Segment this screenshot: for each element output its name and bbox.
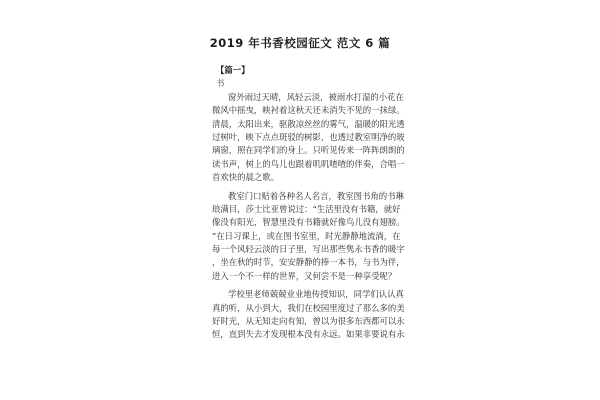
paragraph-line: 琅满目，莎士比亚曾说过：“生活里没有书籍，就好 [212,203,401,214]
paragraph [212,91,405,185]
paragraph-line: 进入一个不一样的世界，又何尝不是一种享受呢？ [212,270,397,281]
paragraph-line: 窗外雨过天晴，风轻云淡，被雨水打湿的小花在 [228,91,404,102]
section-subtitle: 书 [216,78,225,89]
paragraph-line: 璃窗，照在同学们的身上。只听见传来一阵阵朗朗的 [212,145,405,156]
paragraph [212,190,405,284]
paragraph-line: ，坐在秋的时节，安安静静的捧一本书，与书为伴， [212,257,405,268]
paragraph-line: 好时光，从无知走向有知，曾以为很多东西都可以永 [212,316,405,327]
paragraph-line: 过树叶，映下点点斑驳的树影，也透过教室明净的玻 [212,131,405,142]
paragraph-line: ”在日习课上，或在图书室里，时光静静地流淌，在 [212,230,401,241]
paragraph-line: 学校里老师兢兢业业地传授知识，同学们认认真 [228,289,404,300]
paragraph-line: 读书声，树上的鸟儿也跟着叽叽喳喳的伴奏，合唱一 [212,158,405,169]
paragraph [212,288,405,342]
document-body [212,64,405,342]
document-title: 2019 年书香校园征文 范文 6 篇 [209,36,391,50]
paragraph-line: 清晨，太阳出来，驱散凉丝丝的雾气，温暖的阳光透 [212,118,405,129]
paragraph-line: 像没有阳光，智慧里没有书籍就好像鸟儿没有翅膀。 [212,217,405,228]
paragraph-line: 教室门口贴着各种名人名言，教室图书角的书琳 [228,190,404,201]
paragraph-line: 首欢快的晨之歌。 [212,172,279,183]
section-label: 【篇一】 [216,65,250,75]
paragraph-line: 真的听，从小到大，我们在校园里度过了那么多的美 [212,302,405,313]
paragraph-line: 每一个风轻云淡的日子里，写出那些隽永书香的暖字 [212,244,405,255]
paragraph-line: 微风中摇曳，映衬着这秋天还未消失不见的一抹绿。 [212,105,405,116]
paragraph-line: 恒，直到失去才发现根本没有永远。如果非要说有永 [212,329,405,340]
